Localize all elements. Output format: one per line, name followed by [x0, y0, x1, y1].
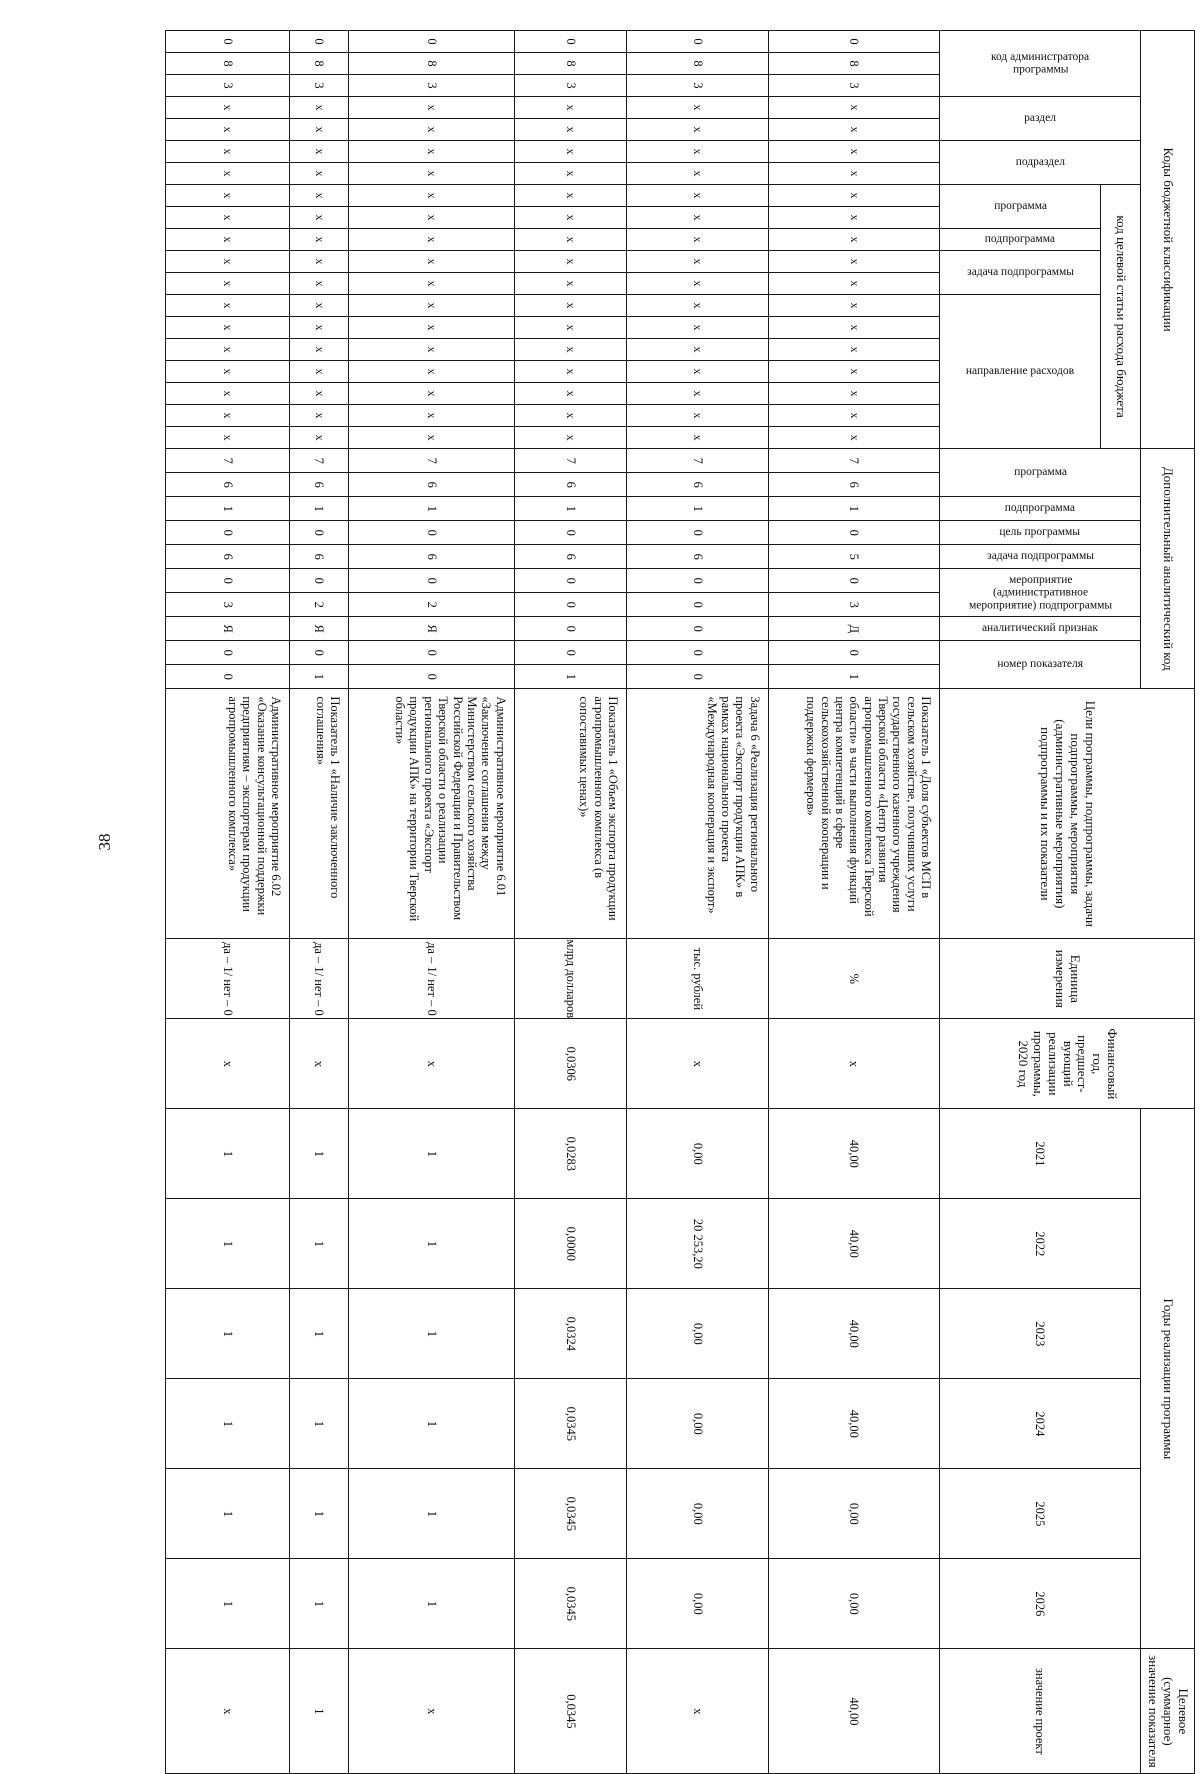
budget-code-cell: x: [166, 141, 290, 163]
fin-year-cell: 0,0306: [514, 1019, 626, 1109]
indicator-label: Административное мероприятие 6.01 «Заключение соглашения между Министерством сельского хозяйства Российской Федерации и Правительством Тверской области о реализации регионального проекта «Экспорт продукции АПК» на территории Тверской области»: [349, 689, 514, 939]
budget-code-cell: x: [514, 361, 626, 383]
year-value-cell: 1: [290, 1559, 349, 1649]
year-value-cell: 1: [290, 1379, 349, 1469]
additional-code-cell: 7: [290, 449, 349, 473]
budget-code-cell: x: [290, 251, 349, 273]
budget-code-cell: x: [166, 207, 290, 229]
unit-cell: тыс. рублей: [626, 939, 768, 1019]
budget-code-cell: x: [626, 163, 768, 185]
budget-code-cell: x: [166, 361, 290, 383]
budget-code-cell: x: [626, 207, 768, 229]
budget-code-cell: x: [349, 339, 514, 361]
budget-code-cell: x: [349, 317, 514, 339]
year-value-cell: 1: [349, 1469, 514, 1559]
additional-code-cell: 5: [768, 545, 939, 569]
year-value-cell: 1: [349, 1199, 514, 1289]
target-value-cell: 40,00: [768, 1649, 939, 1774]
budget-code-cell: x: [514, 207, 626, 229]
year-value-cell: 20 253,20: [626, 1199, 768, 1289]
budget-code-cell: x: [166, 295, 290, 317]
year-value-cell: 1: [166, 1559, 290, 1649]
budget-code-cell: x: [514, 339, 626, 361]
razdel-header: раздел: [940, 97, 1141, 141]
budget-code-cell: x: [349, 383, 514, 405]
year-header-2026: 2026: [940, 1559, 1141, 1649]
budget-codes-header: Коды бюджетной классификации: [1141, 31, 1195, 449]
podprogramma-header: подпрограмма: [940, 229, 1101, 251]
additional-code-cell: 7: [768, 449, 939, 473]
year-value-cell: 40,00: [768, 1199, 939, 1289]
fin-year-cell: x: [768, 1019, 939, 1109]
target-value-cell: 1: [290, 1649, 349, 1774]
fin-year-cell: x: [166, 1019, 290, 1109]
additional-code-cell: 0: [514, 521, 626, 545]
budget-code-cell: x: [349, 97, 514, 119]
budget-code-cell: 8: [166, 53, 290, 75]
programma-header: программа: [940, 185, 1101, 229]
budget-code-cell: x: [626, 295, 768, 317]
budget-code-cell: 0: [166, 31, 290, 53]
budget-code-cell: x: [514, 229, 626, 251]
budget-code-cell: x: [166, 405, 290, 427]
budget-code-cell: x: [290, 185, 349, 207]
additional-code-cell: 0: [166, 641, 290, 665]
budget-code-cell: x: [626, 141, 768, 163]
meropriyatie-header: мероприятие (административное мероприятие) подпрограммы: [940, 569, 1141, 617]
budget-code-cell: 0: [514, 31, 626, 53]
budget-code-cell: x: [768, 207, 939, 229]
budget-code-cell: x: [166, 119, 290, 141]
budget-code-cell: x: [768, 119, 939, 141]
additional-code-cell: 6: [290, 473, 349, 497]
budget-code-cell: x: [290, 427, 349, 449]
target-value-cell: x: [166, 1649, 290, 1774]
year-value-cell: 1: [166, 1289, 290, 1379]
year-value-cell: 1: [349, 1559, 514, 1649]
indicator-label: Показатель 1 «Объем экспорта продукции агропромышленного комплекса (в сопоставимых ценах)»: [514, 689, 626, 939]
budget-code-cell: x: [349, 163, 514, 185]
additional-code-cell: 2: [349, 593, 514, 617]
budget-code-cell: x: [768, 405, 939, 427]
additional-code-cell: Я: [349, 617, 514, 641]
budget-code-cell: x: [349, 295, 514, 317]
budget-code-cell: x: [768, 273, 939, 295]
unit-header: Единица измерения: [940, 939, 1195, 1019]
year-value-cell: 0,00: [626, 1109, 768, 1199]
additional-code-cell: 0: [166, 665, 290, 689]
fin-year-cell: x: [626, 1019, 768, 1109]
budget-code-cell: x: [626, 273, 768, 295]
zadacha-podprogrammy-header: задача подпрограммы: [940, 251, 1101, 295]
budget-code-cell: x: [768, 383, 939, 405]
budget-code-cell: x: [349, 119, 514, 141]
year-value-cell: 0,0283: [514, 1109, 626, 1199]
year-value-cell: 1: [166, 1469, 290, 1559]
budget-code-cell: x: [166, 97, 290, 119]
indicator-label: Административное мероприятие 6.02 «Оказание консультационной поддержки предприятиям – экспортерам продукции агропромышленного комплекса»: [166, 689, 290, 939]
fin-year-cell: x: [290, 1019, 349, 1109]
indicator-label: Показатель 1 «Доля субъектов МСП в сельском хозяйстве, получивших услуги государственного казенного учреждения Тверской области «Центр развития агропромышленного комплекса Тверской области» в части выполнения функций центра компетенций в сфере сельскохозяйственной кооперации и поддержки фермеров»: [768, 689, 939, 939]
page-number: 38: [95, 833, 114, 851]
budget-code-cell: x: [349, 405, 514, 427]
additional-code-cell: 3: [166, 593, 290, 617]
budget-code-cell: 8: [349, 53, 514, 75]
budget-code-cell: x: [166, 185, 290, 207]
budget-code-cell: x: [349, 141, 514, 163]
goals-header: Цели программы, подпрограммы, задачи подпрограммы, мероприятия (административные мероприятия) подпрограммы и их показатели: [940, 689, 1195, 939]
fin-year-cell: x: [349, 1019, 514, 1109]
budget-code-cell: x: [768, 251, 939, 273]
dop-programma-header: программа: [940, 449, 1141, 497]
budget-code-cell: x: [166, 163, 290, 185]
years-group-header: Годы реализации программы: [1141, 1109, 1195, 1649]
budget-code-cell: x: [626, 383, 768, 405]
additional-code-cell: 0: [349, 665, 514, 689]
additional-code-cell: 0: [290, 641, 349, 665]
year-value-cell: 40,00: [768, 1109, 939, 1199]
analytic-sign-header: аналитический признак: [940, 617, 1141, 641]
budget-code-cell: x: [166, 251, 290, 273]
budget-code-cell: x: [290, 273, 349, 295]
indicator-label: Показатель 1 «Наличие заключенного соглашения»: [290, 689, 349, 939]
budget-code-cell: x: [290, 119, 349, 141]
additional-code-cell: 0: [768, 521, 939, 545]
fin-year-header: Финансовый год, предшест-вующий реализации программы, 2020 год: [940, 1019, 1195, 1109]
budget-code-cell: x: [626, 317, 768, 339]
budget-code-cell: x: [514, 185, 626, 207]
budget-code-cell: x: [166, 339, 290, 361]
additional-code-cell: 1: [166, 497, 290, 521]
additional-code-cell: 7: [514, 449, 626, 473]
budget-code-cell: x: [349, 207, 514, 229]
budget-code-cell: x: [626, 427, 768, 449]
budget-code-cell: 0: [626, 31, 768, 53]
budget-code-cell: x: [626, 229, 768, 251]
budget-code-cell: x: [768, 317, 939, 339]
budget-code-cell: x: [626, 119, 768, 141]
budget-code-cell: x: [349, 361, 514, 383]
budget-code-cell: x: [290, 295, 349, 317]
additional-code-cell: Я: [290, 617, 349, 641]
budget-code-cell: x: [349, 273, 514, 295]
year-value-cell: 0,00: [768, 1469, 939, 1559]
budget-code-cell: x: [349, 251, 514, 273]
additional-code-cell: 6: [349, 473, 514, 497]
additional-code-cell: 0: [349, 641, 514, 665]
budget-code-cell: x: [768, 163, 939, 185]
additional-code-cell: 1: [290, 497, 349, 521]
indicator-number-header: номер показателя: [940, 641, 1141, 689]
budget-code-cell: 8: [768, 53, 939, 75]
additional-code-header: Дополнительный аналитический код: [1141, 449, 1195, 689]
budget-code-cell: x: [290, 361, 349, 383]
budget-code-cell: 8: [514, 53, 626, 75]
podrazdel-header: подраздел: [940, 141, 1141, 185]
year-value-cell: 1: [166, 1379, 290, 1469]
budget-code-cell: x: [290, 317, 349, 339]
additional-code-cell: 6: [290, 545, 349, 569]
budget-code-cell: 3: [626, 75, 768, 97]
budget-code-cell: x: [349, 427, 514, 449]
target-group-header: Целевое (суммарное) значение показателя: [1141, 1649, 1195, 1774]
additional-code-cell: 6: [626, 473, 768, 497]
additional-code-cell: 6: [349, 545, 514, 569]
year-value-cell: 40,00: [768, 1289, 939, 1379]
year-value-cell: 0,00: [626, 1379, 768, 1469]
additional-code-cell: 7: [349, 449, 514, 473]
budget-code-cell: x: [166, 383, 290, 405]
additional-code-cell: 0: [514, 617, 626, 641]
additional-code-cell: Д: [768, 617, 939, 641]
budget-code-cell: 3: [166, 75, 290, 97]
budget-code-cell: x: [626, 361, 768, 383]
additional-code-cell: 0: [349, 569, 514, 593]
budget-code-cell: x: [626, 339, 768, 361]
additional-code-cell: 1: [514, 665, 626, 689]
additional-code-cell: 0: [514, 569, 626, 593]
budget-code-cell: x: [290, 229, 349, 251]
unit-cell: %: [768, 939, 939, 1019]
cel-programmy-header: цель программы: [940, 521, 1141, 545]
unit-cell: да – 1/ нет – 0: [166, 939, 290, 1019]
budget-code-cell: x: [514, 383, 626, 405]
target-value-cell: 0,0345: [514, 1649, 626, 1774]
budget-code-cell: x: [768, 339, 939, 361]
budget-code-cell: x: [290, 141, 349, 163]
year-value-cell: 0,00: [768, 1559, 939, 1649]
additional-code-cell: 1: [768, 497, 939, 521]
table-row: [514, 31, 626, 1774]
additional-code-cell: 6: [514, 473, 626, 497]
year-header-2021: 2021: [940, 1109, 1141, 1199]
budget-code-cell: 8: [626, 53, 768, 75]
budget-code-cell: x: [768, 97, 939, 119]
budget-code-cell: 3: [290, 75, 349, 97]
additional-code-cell: 1: [768, 665, 939, 689]
additional-code-cell: 3: [768, 593, 939, 617]
additional-code-cell: 1: [290, 665, 349, 689]
additional-code-cell: 0: [626, 593, 768, 617]
additional-code-cell: 0: [349, 521, 514, 545]
budget-code-cell: x: [290, 207, 349, 229]
table-row: [626, 31, 768, 1774]
budget-code-cell: x: [768, 427, 939, 449]
budget-code-cell: x: [166, 427, 290, 449]
budget-code-cell: 0: [768, 31, 939, 53]
napravlenie-header: направление расходов: [940, 295, 1101, 449]
additional-code-cell: 2: [290, 593, 349, 617]
table-row: [166, 31, 290, 1774]
year-value-cell: 0,00: [626, 1469, 768, 1559]
year-value-cell: 1: [290, 1199, 349, 1289]
rotated-table-container: [165, 30, 1195, 1768]
unit-cell: да – 1/ нет – 0: [349, 939, 514, 1019]
budget-code-cell: x: [514, 273, 626, 295]
additional-code-cell: 0: [290, 569, 349, 593]
additional-code-cell: 7: [626, 449, 768, 473]
program-indicators-table: [165, 30, 1195, 1774]
year-value-cell: 1: [290, 1109, 349, 1199]
dop-zadacha-header: задача подпрограммы: [940, 545, 1141, 569]
additional-code-cell: 7: [166, 449, 290, 473]
additional-code-cell: 6: [166, 545, 290, 569]
budget-code-cell: x: [514, 317, 626, 339]
budget-code-cell: 3: [349, 75, 514, 97]
budget-code-cell: x: [290, 339, 349, 361]
year-value-cell: 1: [290, 1469, 349, 1559]
year-value-cell: 0,0324: [514, 1289, 626, 1379]
budget-code-cell: x: [514, 141, 626, 163]
additional-code-cell: 0: [626, 569, 768, 593]
dop-podprogramma-header: подпрограмма: [940, 497, 1141, 521]
budget-code-cell: x: [290, 405, 349, 427]
additional-code-cell: 1: [514, 497, 626, 521]
budget-code-cell: x: [514, 251, 626, 273]
year-header-2023: 2023: [940, 1289, 1141, 1379]
budget-code-cell: x: [768, 141, 939, 163]
additional-code-cell: 6: [514, 545, 626, 569]
budget-code-cell: x: [626, 185, 768, 207]
budget-code-cell: x: [768, 361, 939, 383]
budget-code-cell: x: [626, 97, 768, 119]
unit-cell: да – 1/ нет – 0: [290, 939, 349, 1019]
additional-code-cell: 6: [626, 545, 768, 569]
budget-code-cell: x: [514, 119, 626, 141]
budget-code-cell: x: [626, 251, 768, 273]
additional-code-cell: 6: [166, 473, 290, 497]
budget-code-cell: x: [514, 295, 626, 317]
year-header-2024: 2024: [940, 1379, 1141, 1469]
indicator-label: Задача 6 «Реализация регионального проекта «Экспорт продукции АПК» в рамках национального проекта «Международная кооперация и экспорт»: [626, 689, 768, 939]
year-header-2022: 2022: [940, 1199, 1141, 1289]
additional-code-cell: 0: [626, 521, 768, 545]
budget-code-cell: x: [290, 163, 349, 185]
additional-code-cell: 0: [626, 641, 768, 665]
year-value-cell: 0,00: [626, 1559, 768, 1649]
budget-code-cell: x: [768, 295, 939, 317]
additional-code-cell: 0: [768, 569, 939, 593]
budget-code-cell: x: [349, 185, 514, 207]
budget-code-cell: x: [514, 427, 626, 449]
additional-code-cell: Я: [166, 617, 290, 641]
additional-code-cell: 0: [166, 569, 290, 593]
budget-code-cell: x: [166, 229, 290, 251]
budget-code-cell: x: [166, 273, 290, 295]
budget-code-cell: 3: [768, 75, 939, 97]
year-value-cell: 1: [349, 1109, 514, 1199]
budget-code-cell: x: [514, 97, 626, 119]
year-value-cell: 0,0345: [514, 1379, 626, 1469]
additional-code-cell: 0: [514, 593, 626, 617]
table-row: [768, 31, 939, 1774]
year-value-cell: 0,00: [626, 1289, 768, 1379]
budget-code-cell: x: [290, 383, 349, 405]
budget-code-cell: 0: [290, 31, 349, 53]
additional-code-cell: 0: [626, 665, 768, 689]
target-article-header: код целевой статьи расхода бюджета: [1101, 185, 1141, 449]
year-value-cell: 1: [349, 1379, 514, 1469]
additional-code-cell: 0: [290, 521, 349, 545]
year-value-cell: 40,00: [768, 1379, 939, 1469]
target-sub-header: значение проект: [940, 1649, 1141, 1774]
year-value-cell: 0,0345: [514, 1469, 626, 1559]
budget-code-cell: 3: [514, 75, 626, 97]
table-row: [290, 31, 349, 1774]
budget-code-cell: x: [768, 229, 939, 251]
budget-code-cell: 8: [290, 53, 349, 75]
budget-code-cell: x: [290, 97, 349, 119]
budget-code-cell: x: [349, 229, 514, 251]
additional-code-cell: 0: [166, 521, 290, 545]
target-value-cell: x: [349, 1649, 514, 1774]
additional-code-cell: 1: [626, 497, 768, 521]
year-value-cell: 1: [290, 1289, 349, 1379]
year-value-cell: 1: [166, 1109, 290, 1199]
additional-code-cell: 0: [768, 641, 939, 665]
unit-cell: млрд долларов: [514, 939, 626, 1019]
budget-code-cell: x: [166, 317, 290, 339]
admin-code-header: код администратора программы: [940, 31, 1141, 97]
year-value-cell: 0,0345: [514, 1559, 626, 1649]
budget-code-cell: x: [768, 185, 939, 207]
table-row: [349, 31, 514, 1774]
additional-code-cell: 6: [768, 473, 939, 497]
year-value-cell: 0,0000: [514, 1199, 626, 1289]
year-header-2025: 2025: [940, 1469, 1141, 1559]
additional-code-cell: 0: [514, 641, 626, 665]
budget-code-cell: 0: [349, 31, 514, 53]
budget-code-cell: x: [514, 405, 626, 427]
additional-code-cell: 0: [626, 617, 768, 641]
target-value-cell: x: [626, 1649, 768, 1774]
year-value-cell: 1: [349, 1289, 514, 1379]
year-value-cell: 1: [166, 1199, 290, 1289]
budget-code-cell: x: [514, 163, 626, 185]
additional-code-cell: 1: [349, 497, 514, 521]
budget-code-cell: x: [626, 405, 768, 427]
